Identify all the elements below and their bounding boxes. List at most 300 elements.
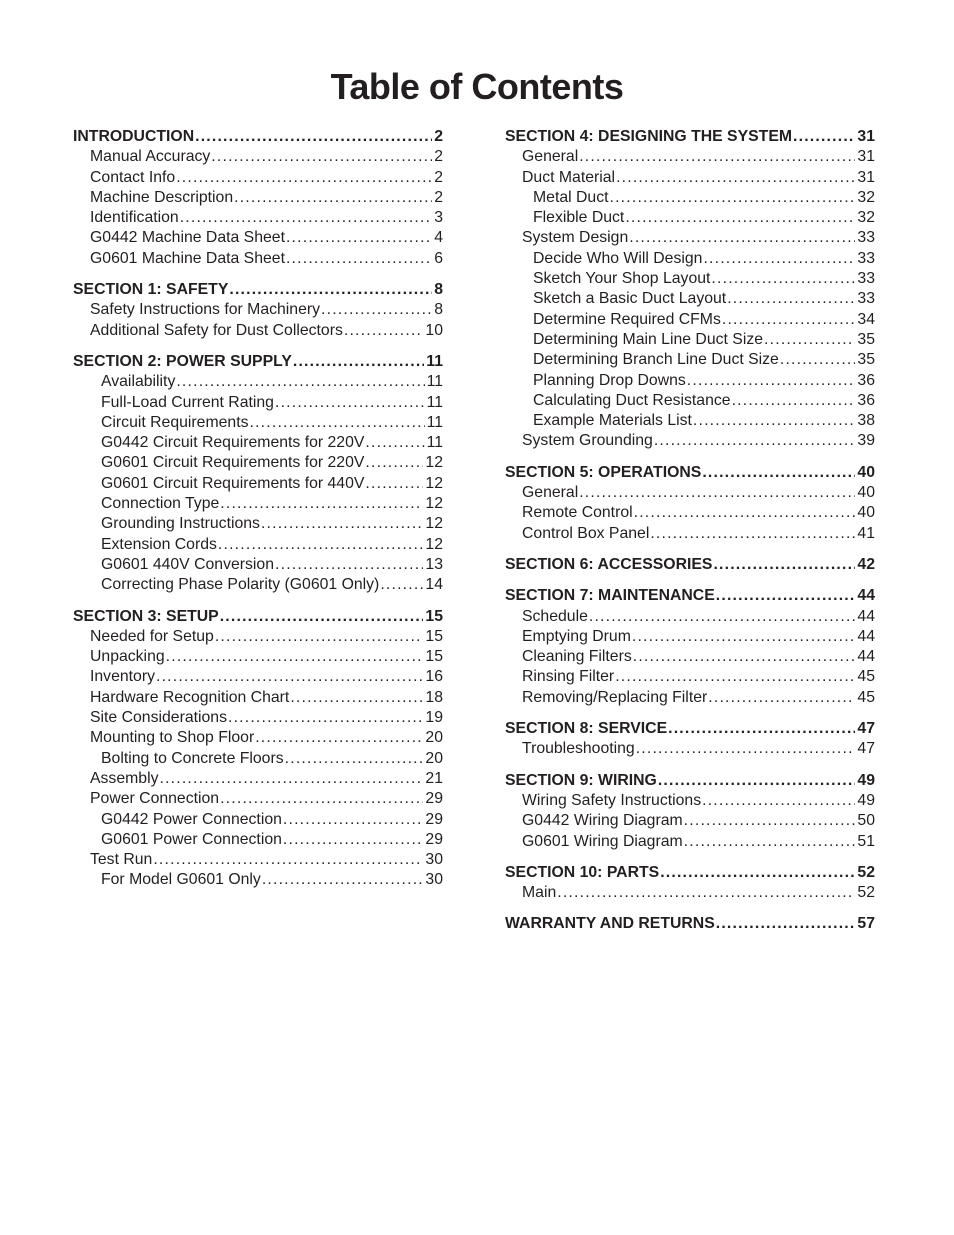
dot-leader: [684, 832, 856, 852]
toc-page-number: 12: [425, 474, 443, 492]
toc-page-number: 35: [857, 351, 875, 369]
toc-entry-g0601-circuit-requirements-for-220v[interactable]: [73, 453, 443, 473]
toc-entry-troubleshooting[interactable]: [505, 739, 875, 759]
dot-leader: [579, 483, 855, 503]
toc-label: Unpacking: [90, 648, 165, 666]
toc-page-number: 45: [857, 688, 875, 706]
toc-page-number: 16: [425, 668, 443, 686]
toc-entry-mounting-to-shop-floor[interactable]: [73, 728, 443, 748]
toc-page-number: 40: [857, 504, 875, 522]
dot-leader: [793, 127, 855, 147]
toc-entry-g0442-power-connection[interactable]: [73, 810, 443, 830]
toc-page-number: 30: [425, 851, 443, 869]
toc-label: G0601 440V Conversion: [101, 555, 275, 573]
toc-page-number: 44: [857, 587, 875, 605]
toc-label: Troubleshooting: [522, 740, 635, 758]
toc-entry-connection-type[interactable]: [73, 494, 443, 514]
toc-label: G0601 Circuit Requirements for 220V: [101, 454, 365, 472]
toc-entry-control-box-panel[interactable]: [505, 524, 875, 544]
toc-page-number: 38: [857, 412, 875, 430]
dot-leader: [176, 168, 432, 188]
toc-page-number: 52: [857, 863, 875, 881]
toc-entry-determining-main-line-duct-size[interactable]: [505, 330, 875, 350]
toc-page-number: 47: [857, 740, 875, 758]
toc-page-number: 47: [857, 720, 875, 738]
toc-page-number: 21: [425, 769, 443, 787]
toc-entry-correcting-phase-polarity-g0601-only[interactable]: [73, 575, 443, 595]
dot-leader: [344, 321, 424, 341]
toc-label: G0442 Circuit Requirements for 220V: [101, 434, 365, 452]
dot-leader: [632, 627, 856, 647]
toc-section-section-6-accessories[interactable]: [505, 555, 875, 575]
dot-leader: [286, 249, 432, 269]
toc-label: Hardware Recognition Chart: [90, 688, 290, 706]
toc-page-number: 32: [857, 188, 875, 206]
toc-label: SECTION 2: POWER SUPPLY: [73, 352, 292, 370]
toc-page-number: 36: [857, 371, 875, 389]
dot-leader: [365, 433, 424, 453]
toc-page-number: 3: [434, 209, 443, 227]
toc-page-number: 40: [857, 463, 875, 481]
dot-leader: [166, 647, 424, 667]
dot-leader: [321, 300, 432, 320]
toc-label: Assembly: [90, 769, 159, 787]
toc-entry-sketch-your-shop-layout[interactable]: [505, 269, 875, 289]
toc-entry-planning-drop-downs[interactable]: [505, 371, 875, 391]
toc-label: For Model G0601 Only: [101, 871, 261, 889]
toc-label: Schedule: [522, 607, 588, 625]
toc-page-number: 14: [425, 576, 443, 594]
toc-page-number: 31: [857, 148, 875, 166]
toc-label: Example Materials List: [533, 412, 692, 430]
toc-entry-duct-material[interactable]: [505, 168, 875, 188]
toc-label: Remote Control: [522, 504, 633, 522]
dot-leader: [658, 771, 856, 791]
toc-entry-sketch-a-basic-duct-layout[interactable]: [505, 289, 875, 309]
dot-leader: [636, 739, 856, 759]
toc-section-block: [505, 127, 875, 452]
toc-label: INTRODUCTION: [73, 128, 195, 145]
toc-label: Manual Accuracy: [90, 148, 211, 166]
toc-page-number: 12: [425, 535, 443, 553]
toc-entry-assembly[interactable]: [73, 769, 443, 789]
toc-label: Flexible Duct: [533, 209, 625, 227]
toc-page-number: 8: [434, 301, 443, 319]
dot-leader: [250, 413, 425, 433]
toc-entry-rinsing-filter[interactable]: [505, 667, 875, 687]
toc-page-number: 2: [434, 128, 443, 145]
toc-label: Duct Material: [522, 168, 616, 186]
dot-leader: [229, 280, 432, 300]
toc-entry-power-connection[interactable]: [73, 789, 443, 809]
toc-label: Sketch a Basic Duct Layout: [533, 290, 727, 308]
toc-label: Control Box Panel: [522, 524, 650, 542]
dot-leader: [156, 667, 423, 687]
toc-page-number: 11: [426, 434, 443, 452]
toc-page-number: 8: [434, 281, 443, 299]
toc-label: G0601 Power Connection: [101, 830, 282, 848]
toc-label: Machine Description: [90, 188, 234, 206]
toc-entry-determine-required-cfms[interactable]: [505, 310, 875, 330]
dot-leader: [215, 627, 424, 647]
dot-leader: [557, 883, 855, 903]
toc-entry-decide-who-will-design[interactable]: [505, 249, 875, 269]
toc-section-introduction[interactable]: [73, 127, 443, 147]
toc-page-number: 44: [857, 627, 875, 645]
dot-leader: [589, 607, 856, 627]
dot-leader: [262, 870, 424, 890]
toc-entry-inventory[interactable]: [73, 667, 443, 687]
toc-label: System Design: [522, 229, 629, 247]
toc-page-number: 19: [425, 709, 443, 727]
toc-label: Determining Main Line Duct Size: [533, 330, 764, 348]
dot-leader: [286, 228, 432, 248]
toc-section-section-1-safety[interactable]: [73, 280, 443, 300]
toc-section-block: [73, 280, 443, 341]
toc-section-section-10-parts[interactable]: [505, 863, 875, 883]
toc-page-number: 33: [857, 229, 875, 247]
toc-label: Inventory: [90, 668, 155, 686]
toc-entry-schedule[interactable]: [505, 607, 875, 627]
toc-page-number: 4: [434, 229, 443, 247]
toc-entry-availability[interactable]: [73, 372, 443, 392]
toc-label: Main: [522, 884, 557, 902]
dot-leader: [708, 688, 855, 708]
dot-leader: [159, 769, 423, 789]
toc-label: SECTION 6: ACCESSORIES: [505, 555, 713, 573]
dot-leader: [285, 749, 424, 769]
dot-leader: [275, 393, 425, 413]
toc-page-number: 44: [857, 607, 875, 625]
dot-leader: [684, 811, 856, 831]
toc-label: Circuit Requirements: [101, 413, 249, 431]
toc-page-number: 15: [425, 648, 443, 666]
toc-page-number: 15: [425, 607, 443, 625]
toc-page-number: 29: [425, 790, 443, 808]
dot-leader: [660, 863, 855, 883]
toc-label: Rinsing Filter: [522, 668, 615, 686]
dot-leader: [633, 647, 856, 667]
toc-page-number: 42: [857, 555, 875, 573]
toc-entry-general[interactable]: [505, 483, 875, 503]
toc-section-block: [505, 463, 875, 544]
toc-label: G0601 Machine Data Sheet: [90, 249, 285, 267]
toc-section-block: [73, 127, 443, 269]
toc-label: Availability: [101, 373, 176, 391]
toc-section-block: [505, 914, 875, 934]
toc-label: Needed for Setup: [90, 627, 214, 645]
toc-section-block: [505, 863, 875, 904]
toc-page-number: 11: [426, 413, 443, 431]
toc-section-section-3-setup[interactable]: [73, 607, 443, 627]
toc-entry-system-design[interactable]: [505, 228, 875, 248]
toc-entry-removing-replacing-filter[interactable]: [505, 688, 875, 708]
toc-page-number: 49: [857, 771, 875, 789]
dot-leader: [290, 688, 423, 708]
dot-leader: [716, 586, 856, 606]
toc-page-number: 44: [857, 648, 875, 666]
toc-page-number: 33: [857, 249, 875, 267]
toc-page-number: 2: [434, 188, 443, 206]
dot-leader: [234, 188, 432, 208]
toc-entry-extension-cords[interactable]: [73, 535, 443, 555]
toc-section-block: [73, 352, 443, 596]
toc-entry-safety-instructions-for-machinery[interactable]: [73, 300, 443, 320]
toc-label: Emptying Drum: [522, 627, 631, 645]
dot-leader: [629, 228, 855, 248]
dot-leader: [261, 514, 423, 534]
page-title: Table of Contents: [330, 66, 624, 107]
dot-leader: [711, 269, 855, 289]
toc-label: G0442 Wiring Diagram: [522, 812, 683, 830]
toc-label: Determining Branch Line Duct Size: [533, 351, 779, 369]
toc-page-number: 36: [857, 391, 875, 409]
toc-entry-site-considerations[interactable]: [73, 708, 443, 728]
toc-entry-system-grounding[interactable]: [505, 431, 875, 451]
toc-label: Bolting to Concrete Floors: [101, 749, 284, 767]
toc-entry-unpacking[interactable]: [73, 647, 443, 667]
toc-label: Power Connection: [90, 790, 220, 808]
toc-page-number: 2: [434, 168, 443, 186]
toc-entry-full-load-current-rating[interactable]: [73, 393, 443, 413]
toc-section-section-9-wiring[interactable]: [505, 771, 875, 791]
toc-page-number: 12: [425, 495, 443, 513]
dot-leader: [283, 810, 424, 830]
toc-page-number: 34: [857, 310, 875, 328]
toc-entry-example-materials-list[interactable]: [505, 411, 875, 431]
dot-leader: [228, 708, 423, 728]
toc-entry-wiring-safety-instructions[interactable]: [505, 791, 875, 811]
toc-section-section-5-operations[interactable]: [505, 463, 875, 483]
dot-leader: [293, 352, 424, 372]
dot-leader: [732, 391, 856, 411]
toc-entry-calculating-duct-resistance[interactable]: [505, 391, 875, 411]
toc-page-number: 49: [857, 791, 875, 809]
toc-section-section-2-power-supply[interactable]: [73, 352, 443, 372]
dot-leader: [727, 289, 855, 309]
toc-entry-determining-branch-line-duct-size[interactable]: [505, 350, 875, 370]
dot-leader: [380, 575, 423, 595]
dot-leader: [365, 474, 423, 494]
toc-entry-metal-duct[interactable]: [505, 188, 875, 208]
toc-section-block: [505, 719, 875, 760]
toc-page-number: 2: [434, 148, 443, 166]
dot-leader: [764, 330, 855, 350]
toc-section-warranty-and-returns[interactable]: [505, 914, 875, 934]
toc-label: Sketch Your Shop Layout: [533, 270, 711, 288]
toc-page-number: 11: [426, 393, 443, 411]
toc-page-number: 29: [425, 810, 443, 828]
dot-leader: [153, 850, 423, 870]
toc-page-number: 45: [857, 668, 875, 686]
toc-entry-circuit-requirements[interactable]: [73, 413, 443, 433]
dot-leader: [693, 411, 856, 431]
toc-entry-additional-safety-for-dust-collectors[interactable]: [73, 321, 443, 341]
toc-entry-test-run[interactable]: [73, 850, 443, 870]
toc-label: Test Run: [90, 851, 153, 869]
toc-section-block: [505, 586, 875, 708]
toc-page-number: 39: [857, 432, 875, 450]
dot-leader: [365, 453, 423, 473]
toc-page-number: 51: [857, 832, 875, 850]
toc-label: SECTION 1: SAFETY: [73, 281, 229, 299]
toc-entry-main[interactable]: [505, 883, 875, 903]
toc-label: Removing/Replacing Filter: [522, 688, 708, 706]
dot-leader: [176, 372, 424, 392]
toc-label: SECTION 5: OPERATIONS: [505, 463, 702, 481]
toc-label: Decide Who Will Design: [533, 249, 703, 267]
toc-label: Calculating Duct Resistance: [533, 391, 731, 409]
toc-page-number: 31: [857, 168, 875, 186]
toc-page-number: 11: [426, 373, 443, 391]
toc-label: Cleaning Filters: [522, 648, 632, 666]
dot-leader: [218, 535, 424, 555]
toc-label: System Grounding: [522, 432, 653, 450]
toc-page-number: 33: [857, 270, 875, 288]
toc-page-number: 40: [857, 484, 875, 502]
toc-page-number: 20: [425, 729, 443, 747]
dot-leader: [220, 607, 424, 627]
dot-leader: [275, 555, 423, 575]
toc-entry-manual-accuracy[interactable]: [73, 147, 443, 167]
dot-leader: [634, 503, 856, 523]
toc-entry-general[interactable]: [505, 147, 875, 167]
toc-label: Grounding Instructions: [101, 515, 260, 533]
toc-label: Additional Safety for Dust Collectors: [90, 321, 343, 339]
toc-section-block: [505, 771, 875, 852]
toc-entry-needed-for-setup[interactable]: [73, 627, 443, 647]
toc-page-number: 32: [857, 209, 875, 227]
toc-entry-identification[interactable]: [73, 208, 443, 228]
dot-leader: [579, 147, 855, 167]
toc-section-section-7-maintenance[interactable]: [505, 586, 875, 606]
dot-leader: [687, 371, 856, 391]
toc-label: SECTION 3: SETUP: [73, 607, 219, 625]
dot-leader: [668, 719, 855, 739]
dot-leader: [220, 494, 423, 514]
dot-leader: [713, 555, 855, 575]
dot-leader: [211, 147, 432, 167]
toc-page-number: 31: [857, 128, 875, 145]
dot-leader: [616, 168, 855, 188]
toc-label: G0442 Power Connection: [101, 810, 282, 828]
toc-label: Full-Load Current Rating: [101, 393, 274, 411]
toc-label: G0601 Circuit Requirements for 440V: [101, 474, 365, 492]
toc-page-number: 18: [425, 688, 443, 706]
toc-label: WARRANTY AND RETURNS: [505, 915, 715, 933]
toc-entry-cleaning-filters[interactable]: [505, 647, 875, 667]
toc-page-number: 41: [857, 524, 875, 542]
toc-section-section-8-service[interactable]: [505, 719, 875, 739]
toc-section-block: [73, 607, 443, 891]
toc-entry-hardware-recognition-chart[interactable]: [73, 688, 443, 708]
toc-page-number: 29: [425, 830, 443, 848]
toc-entry-emptying-drum[interactable]: [505, 627, 875, 647]
toc-entry-g0601-power-connection[interactable]: [73, 830, 443, 850]
toc-label: Determine Required CFMs: [533, 310, 721, 328]
toc-entry-g0442-machine-data-sheet[interactable]: [73, 228, 443, 248]
toc-label: Contact Info: [90, 168, 176, 186]
toc-entry-grounding-instructions[interactable]: [73, 514, 443, 534]
toc-entry-contact-info[interactable]: [73, 168, 443, 188]
toc-label: SECTION 4: DESIGNING THE SYSTEM: [505, 128, 793, 145]
toc-label: General: [522, 148, 579, 166]
toc-label: SECTION 7: MAINTENANCE: [505, 587, 715, 605]
toc-page-number: 20: [425, 749, 443, 767]
dot-leader: [722, 310, 856, 330]
toc-label: Correcting Phase Polarity (G0601 Only): [101, 576, 380, 594]
toc-label: Metal Duct: [533, 188, 609, 206]
toc-entry-bolting-to-concrete-floors[interactable]: [73, 749, 443, 769]
toc-page-number: 12: [425, 454, 443, 472]
toc-page-number: 6: [434, 249, 443, 267]
toc-page-number: 13: [425, 555, 443, 573]
toc-section-section-4-designing-the-system[interactable]: [505, 127, 875, 147]
toc-page-number: 57: [857, 915, 875, 933]
dot-leader: [702, 463, 855, 483]
dot-leader: [703, 249, 855, 269]
toc-entry-g0601-circuit-requirements-for-440v[interactable]: [73, 474, 443, 494]
toc-label: Extension Cords: [101, 535, 217, 553]
toc-label: G0442 Machine Data Sheet: [90, 229, 285, 247]
toc-right-column: [505, 127, 875, 946]
toc-label: Mounting to Shop Floor: [90, 729, 255, 747]
toc-entry-remote-control[interactable]: [505, 503, 875, 523]
dot-leader: [654, 431, 856, 451]
dot-leader: [780, 350, 856, 370]
dot-leader: [180, 208, 433, 228]
dot-leader: [716, 914, 856, 934]
toc-label: G0601 Wiring Diagram: [522, 832, 683, 850]
dot-leader: [283, 830, 424, 850]
toc-page-number: 30: [425, 871, 443, 889]
toc-left-column: [73, 127, 443, 902]
toc-entry-g0601-machine-data-sheet[interactable]: [73, 249, 443, 269]
dot-leader: [610, 188, 856, 208]
toc-label: Connection Type: [101, 495, 220, 513]
dot-leader: [615, 667, 855, 687]
toc-label: SECTION 9: WIRING: [505, 771, 657, 789]
toc-page-number: 33: [857, 290, 875, 308]
dot-leader: [702, 791, 855, 811]
toc-entry-g0442-wiring-diagram[interactable]: [505, 811, 875, 831]
toc-section-block: [505, 555, 875, 575]
toc-entry-for-model-g0601-only[interactable]: [73, 870, 443, 890]
toc-entry-machine-description[interactable]: [73, 188, 443, 208]
toc-page-number: 35: [857, 330, 875, 348]
toc-page-number: 11: [426, 352, 443, 370]
toc-entry-g0601-440v-conversion[interactable]: [73, 555, 443, 575]
toc-label: Site Considerations: [90, 709, 227, 727]
toc-label: General: [522, 484, 579, 502]
toc-label: Planning Drop Downs: [533, 371, 686, 389]
toc-entry-g0601-wiring-diagram[interactable]: [505, 832, 875, 852]
toc-page-number: 10: [425, 321, 443, 339]
dot-leader: [255, 728, 423, 748]
toc-label: SECTION 8: SERVICE: [505, 720, 668, 738]
toc-label: Wiring Safety Instructions: [522, 791, 702, 809]
toc-entry-g0442-circuit-requirements-for-220v[interactable]: [73, 433, 443, 453]
toc-entry-flexible-duct[interactable]: [505, 208, 875, 228]
toc-label: Identification: [90, 209, 179, 227]
dot-leader: [195, 127, 432, 147]
toc-page-number: 12: [425, 515, 443, 533]
toc-page-number: 15: [425, 627, 443, 645]
toc-label: SECTION 10: PARTS: [505, 863, 660, 881]
toc-page-number: 50: [857, 812, 875, 830]
dot-leader: [650, 524, 855, 544]
dot-leader: [625, 208, 855, 228]
